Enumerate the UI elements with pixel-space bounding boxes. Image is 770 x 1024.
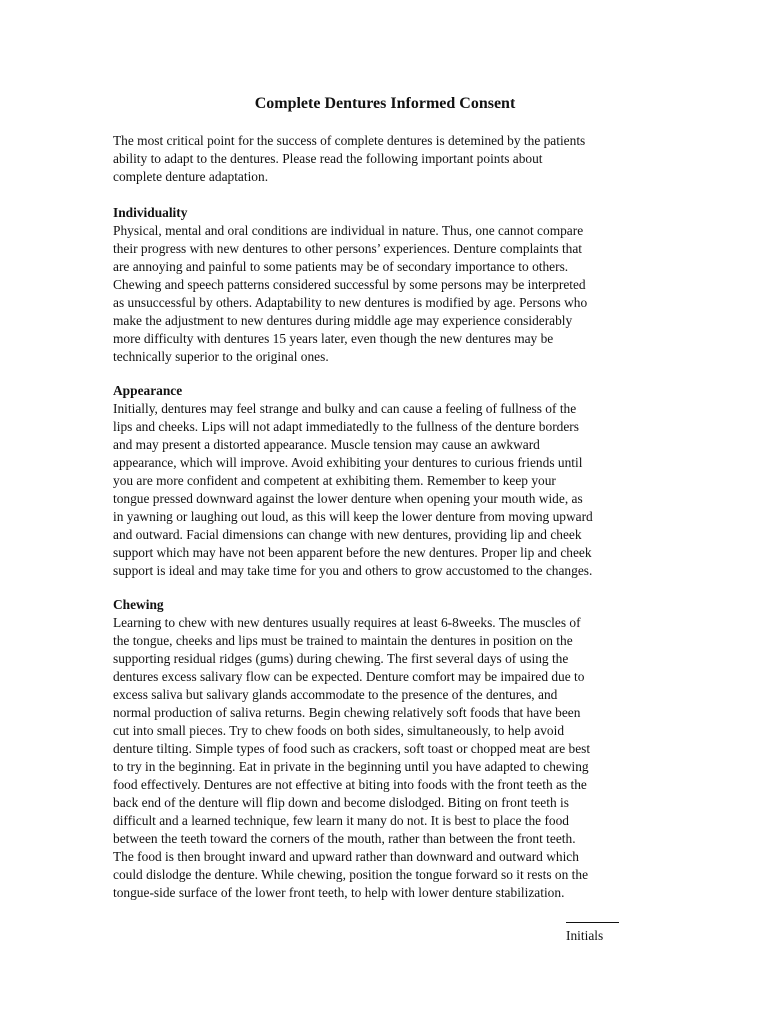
paragraph-line: support is ideal and may take time for you and others to grow accustomed to the changes. bbox=[113, 563, 593, 578]
paragraph-line: tongue pressed downward against the lower denture when opening your mouth wide, as bbox=[113, 491, 583, 506]
paragraph-line: Learning to chew with new dentures usually requires at least 6-8weeks. The muscles of bbox=[113, 615, 581, 630]
paragraph-line: in yawning or laughing out loud, as this will keep the lower denture from moving upward bbox=[113, 509, 593, 524]
paragraph-line: more difficulty with dentures 15 years later, even though the new dentures may be bbox=[113, 331, 554, 346]
paragraph-line: lips and cheeks. Lips will not adapt immediatedly to the fullness of the denture borders bbox=[113, 419, 579, 434]
paragraph-line: and outward. Facial dimensions can change with new dentures, providing lip and cheek bbox=[113, 527, 582, 542]
section-heading-appearance: Appearance bbox=[113, 383, 183, 398]
paragraph-line: Chewing and speech patterns considered successful by some persons may be interpreted bbox=[113, 277, 586, 292]
paragraph-line: support which may have not been apparent before the new dentures. Proper lip and cheek bbox=[113, 545, 592, 560]
paragraph-line: dentures excess salivary flow can be expected. Denture comfort may be impaired due to bbox=[113, 669, 585, 684]
section-appearance bbox=[113, 382, 673, 580]
paragraph-line: and may present a distorted appearance. Muscle tension may cause an awkward bbox=[113, 437, 540, 452]
paragraph-line: Physical, mental and oral conditions are individual in nature. Thus, one cannot compare bbox=[113, 223, 584, 238]
paragraph-line: back end of the denture will flip down and become dislodged. Biting on front teeth is bbox=[113, 795, 569, 810]
initials-block[interactable] bbox=[566, 922, 626, 945]
paragraph-line: you are more confident and competent at exhibiting them. Remember to keep your bbox=[113, 473, 556, 488]
paragraph-line: normal production of saliva returns. Begin chewing relatively soft foods that have been bbox=[113, 705, 581, 720]
paragraph-line: to try in the beginning. Eat in private in the beginning until you have adapted to chewing bbox=[113, 759, 589, 774]
initials-signature-line[interactable] bbox=[566, 922, 619, 923]
paragraph-line: appearance, which will improve. Avoid exhibiting your dentures to curious friends until bbox=[113, 455, 583, 470]
section-heading-chewing: Chewing bbox=[113, 597, 164, 612]
paragraph-line: excess saliva but salivary glands accommodate to the presence of the dentures, and bbox=[113, 687, 558, 702]
paragraph-line: food effectively. Dentures are not effective at biting into foods with the front teeth as the bbox=[113, 777, 587, 792]
initials-label: Initials bbox=[566, 928, 604, 943]
paragraph-line: cut into small pieces. Try to chew foods on both sides, simultaneously, to help avoid bbox=[113, 723, 565, 738]
intro-line: The most critical point for the success of complete dentures is detemined by the patients bbox=[113, 133, 586, 148]
section-heading-individuality: Individuality bbox=[113, 205, 188, 220]
intro-line: ability to adapt to the dentures. Please read the following important points about bbox=[113, 151, 543, 166]
paragraph-line: as unsuccessful by others. Adaptability to new dentures is modified by age. Persons who bbox=[113, 295, 588, 310]
paragraph-line: denture tilting. Simple types of food such as crackers, soft toast or chopped meat are best bbox=[113, 741, 591, 756]
section-chewing bbox=[113, 596, 673, 902]
paragraph-line: their progress with new dentures to other persons’ experiences. Denture complaints that bbox=[113, 241, 583, 256]
paragraph-line: tongue-side surface of the lower front teeth, to help with lower denture stabilization. bbox=[113, 885, 565, 900]
paragraph-line: supporting residual ridges (gums) during chewing. The first several days of using the bbox=[113, 651, 569, 666]
intro-paragraph bbox=[113, 132, 673, 186]
paragraph-line: are annoying and painful to some patients may be of secondary importance to others. bbox=[113, 259, 569, 274]
section-individuality bbox=[113, 204, 673, 366]
paragraph-line: make the adjustment to new dentures during middle age may experience considerably bbox=[113, 313, 573, 328]
document-title: Complete Dentures Informed Consent bbox=[254, 95, 516, 112]
paragraph-line: Initially, dentures may feel strange and bulky and can cause a feeling of fullness of the bbox=[113, 401, 577, 416]
paragraph-line: the tongue, cheeks and lips must be trained to maintain the dentures in position on the bbox=[113, 633, 573, 648]
paragraph-line: between the teeth toward the corners of the mouth, rather than between the front teeth. bbox=[113, 831, 576, 846]
paragraph-line: The food is then brought inward and upward rather than downward and outward which bbox=[113, 849, 579, 864]
paragraph-line: difficult and a learned technique, few learn it many do not. It is best to place the food bbox=[113, 813, 570, 828]
paragraph-line: could dislodge the denture. While chewing, position the tongue forward so it rests on the bbox=[113, 867, 589, 882]
paragraph-line: technically superior to the original ones. bbox=[113, 349, 329, 364]
intro-line: complete denture adaptation. bbox=[113, 169, 269, 184]
